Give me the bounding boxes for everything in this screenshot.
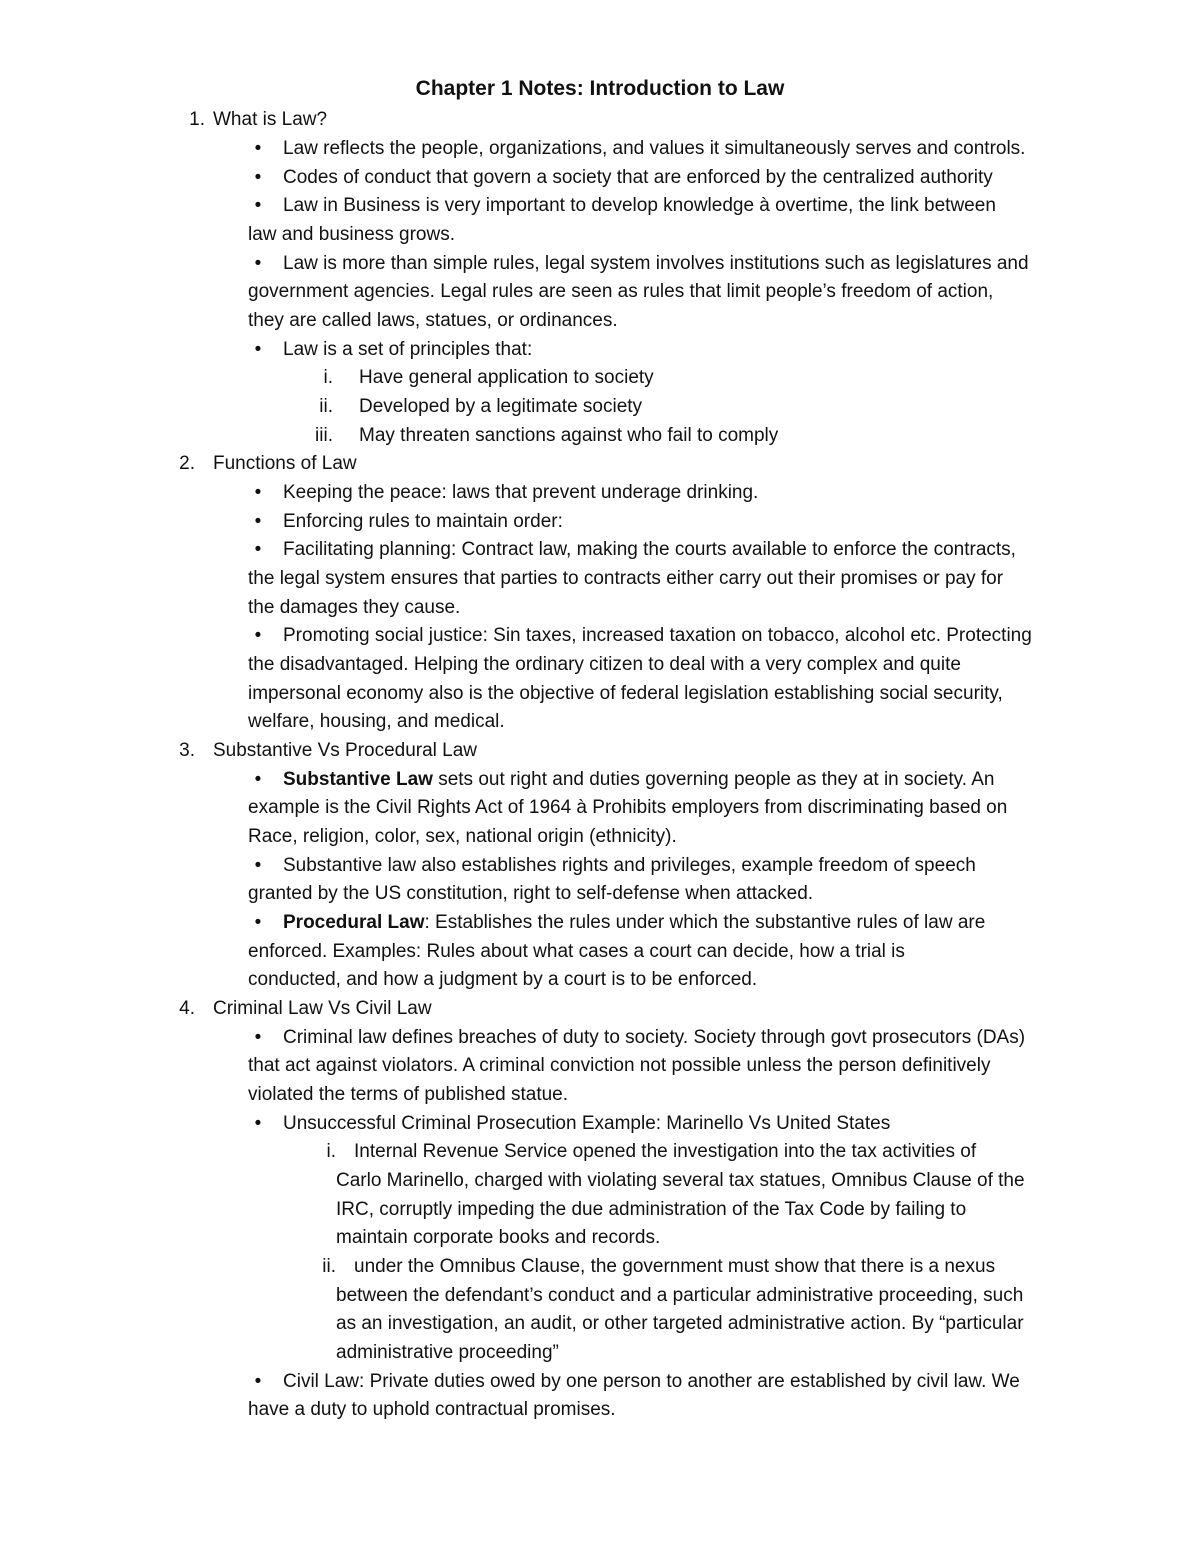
section-heading: Criminal Law Vs Civil Law — [213, 998, 432, 1019]
sub-list-item-continuation: between the defendant’s conduct and a particular administrative proceeding, such — [336, 1285, 1024, 1306]
bullet-icon: • — [254, 253, 262, 274]
term-label: Procedural Law — [283, 912, 425, 933]
list-item: Unsuccessful Criminal Prosecution Example: Marinello Vs United States — [283, 1113, 891, 1134]
list-item: Law in Business is very important to develop knowledge à overtime, the link between — [283, 195, 996, 216]
list-item-continuation: government agencies. Legal rules are seen as rules that limit people’s freedom of action, — [248, 281, 994, 302]
list-item: Civil Law: Private duties owed by one person to another are established by civil law. We — [283, 1371, 1020, 1392]
list-item: Keeping the peace: laws that prevent underage drinking. — [283, 482, 759, 503]
bullet-icon: • — [254, 625, 262, 646]
sub-list-item: Developed by a legitimate society — [359, 396, 643, 417]
section-number: 2. — [179, 453, 195, 474]
sub-list-item: Have general application to society — [359, 367, 654, 388]
term-definition: : Establishes the rules under which the substantive rules of law are — [424, 912, 986, 933]
list-item: Law is a set of principles that: — [283, 339, 533, 360]
list-item: Codes of conduct that govern a society that are enforced by the centralized authority — [283, 167, 993, 188]
bullet-icon: • — [254, 138, 262, 159]
list-item-continuation: conducted, and how a judgment by a court is to be enforced. — [248, 969, 758, 990]
list-item-continuation: granted by the US constitution, right to self-defense when attacked. — [248, 883, 814, 904]
sub-list-item-continuation: maintain corporate books and records. — [336, 1227, 661, 1248]
sub-list-item-continuation: administrative proceeding” — [336, 1342, 559, 1363]
list-item-continuation: enforced. Examples: Rules about what cases a court can decide, how a trial is — [248, 941, 905, 962]
section-number: 4. — [179, 998, 195, 1019]
bullet-icon: • — [254, 539, 262, 560]
roman-numeral: iii. — [315, 425, 333, 446]
bullet-icon: • — [254, 855, 262, 876]
list-item — [283, 766, 994, 795]
term-label: Substantive Law — [283, 769, 433, 790]
list-item-continuation: the legal system ensures that parties to contracts either carry out their promises or pay for — [248, 568, 1004, 589]
list-item: Promoting social justice: Sin taxes, increased taxation on tobacco, alcohol etc. Protecting — [283, 625, 1032, 646]
section-heading: What is Law? — [213, 109, 328, 130]
sub-list-item-continuation: Carlo Marinello, charged with violating several tax statues, Omnibus Clause of the — [336, 1170, 1025, 1191]
roman-numeral: i. — [323, 367, 333, 388]
section-number: 1. — [189, 109, 205, 130]
sub-list-item: under the Omnibus Clause, the government must show that there is a nexus — [354, 1256, 996, 1277]
bullet-icon: • — [254, 1371, 262, 1392]
section-heading: Functions of Law — [213, 453, 357, 474]
list-item-continuation: law and business grows. — [248, 224, 455, 245]
bullet-icon: • — [254, 511, 262, 532]
list-item-continuation: they are called laws, statues, or ordinances. — [248, 310, 618, 331]
list-item — [283, 909, 985, 938]
bullet-icon: • — [254, 1027, 262, 1048]
roman-numeral: i. — [326, 1141, 336, 1162]
list-item: Law is more than simple rules, legal system involves institutions such as legislatures and — [283, 253, 1029, 274]
list-item-continuation: example is the Civil Rights Act of 1964 à Prohibits employers from discriminating based on — [248, 797, 1008, 818]
list-item-continuation: that act against violators. A criminal conviction not possible unless the person definitively — [248, 1055, 991, 1076]
term-definition: sets out right and duties governing people as they at in society. An — [432, 769, 995, 790]
list-item: Substantive law also establishes rights and privileges, example freedom of speech — [283, 855, 976, 876]
bullet-icon: • — [254, 769, 262, 790]
sub-list-item: Internal Revenue Service opened the investigation into the tax activities of — [354, 1141, 977, 1162]
bullet-icon: • — [254, 195, 262, 216]
list-item-continuation: violated the terms of published statue. — [248, 1084, 569, 1105]
roman-numeral: ii. — [319, 396, 333, 417]
list-item-continuation: have a duty to uphold contractual promises. — [248, 1399, 616, 1420]
bullet-icon: • — [254, 339, 262, 360]
bullet-icon: • — [254, 167, 262, 188]
page-title: Chapter 1 Notes: Introduction to Law — [415, 77, 785, 100]
sub-list-item-continuation: IRC, corruptly impeding the due administration of the Tax Code by failing to — [336, 1199, 967, 1220]
list-item-continuation: the disadvantaged. Helping the ordinary citizen to deal with a very complex and quite — [248, 654, 961, 675]
list-item-continuation: impersonal economy also is the objective of federal legislation establishing social security, — [248, 683, 1003, 704]
list-item: Criminal law defines breaches of duty to society. Society through govt prosecutors (DAs) — [283, 1027, 1026, 1048]
list-item-continuation: welfare, housing, and medical. — [248, 711, 505, 732]
bullet-icon: • — [254, 912, 262, 933]
bullet-icon: • — [254, 482, 262, 503]
list-item-continuation: the damages they cause. — [248, 597, 461, 618]
bullet-icon: • — [254, 1113, 262, 1134]
section-heading: Substantive Vs Procedural Law — [213, 740, 478, 761]
sub-list-item: May threaten sanctions against who fail to comply — [359, 425, 779, 446]
list-item: Enforcing rules to maintain order: — [283, 511, 563, 532]
list-item: Law reflects the people, organizations, and values it simultaneously serves and controls. — [283, 138, 1026, 159]
sub-list-item-continuation: as an investigation, an audit, or other targeted administrative action. By “particular — [336, 1313, 1024, 1334]
section-number: 3. — [179, 740, 195, 761]
list-item-continuation: Race, religion, color, sex, national origin (ethnicity). — [248, 826, 677, 847]
roman-numeral: ii. — [322, 1256, 336, 1277]
list-item: Facilitating planning: Contract law, making the courts available to enforce the contracts, — [283, 539, 1016, 560]
